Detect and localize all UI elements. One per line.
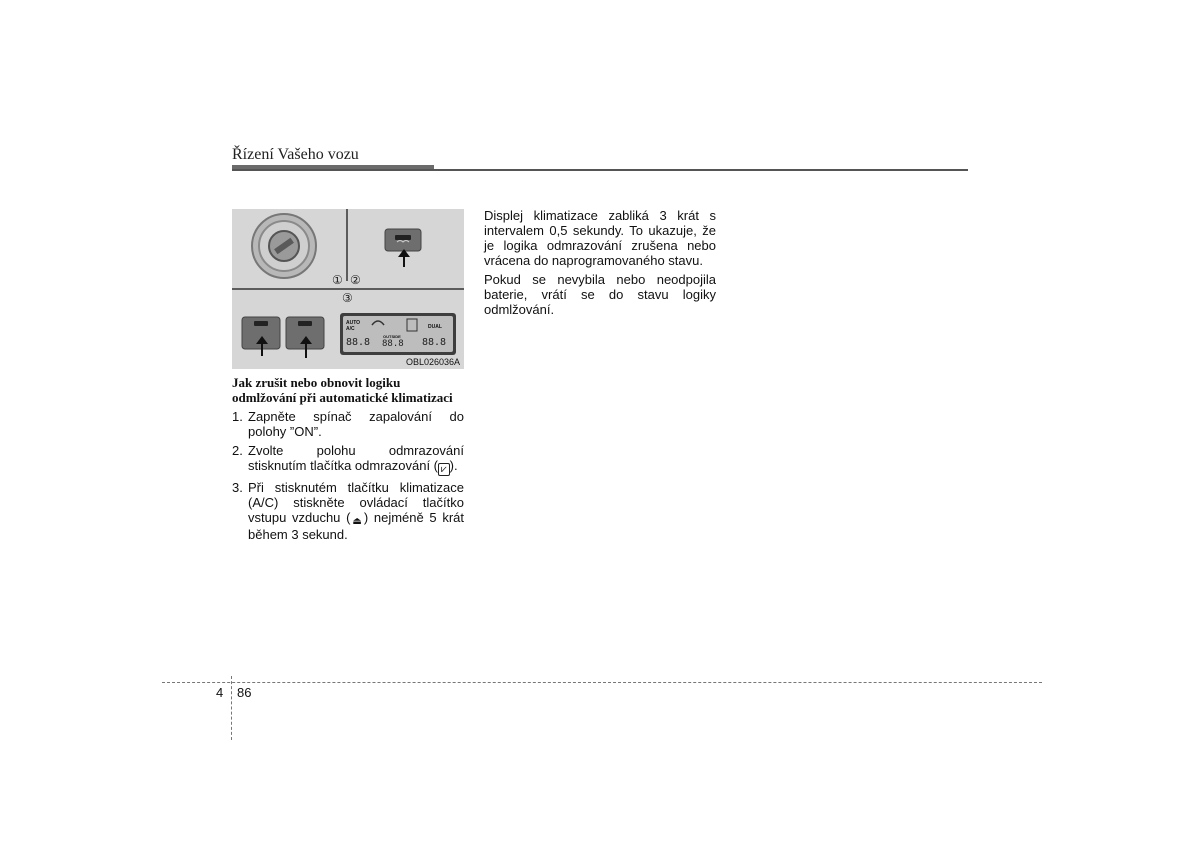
chapter-number: 4 <box>216 685 224 700</box>
display-outside-label: OUTSIDE <box>383 334 401 339</box>
ignition-switch-icon <box>252 214 316 278</box>
ac-button-icon <box>242 317 280 356</box>
step-text-before: Zvolte polohu odmrazování stisknutím tlačítka odmrazování ( <box>248 443 464 473</box>
step-text-after: ). <box>449 458 458 473</box>
step-text <box>248 480 464 542</box>
footer-rule <box>162 682 1042 683</box>
figure-caption: OBL026036A <box>405 357 460 367</box>
footer-divider <box>231 676 232 740</box>
left-column <box>232 375 464 546</box>
display-digits-mid: 88.8 <box>382 339 404 349</box>
marker-3: ③ <box>342 291 353 305</box>
page-header-title: Řízení Vašeho vozu <box>232 146 359 163</box>
display-dual-label: DUAL <box>428 324 442 330</box>
step-item <box>232 409 464 439</box>
display-digits-left: 88.8 <box>346 337 371 348</box>
marker-1: ① <box>332 273 343 287</box>
display-auto-label: AUTO <box>346 320 361 326</box>
step-text-after: ) nejméně 5 krát během 3 sekund. <box>248 510 464 542</box>
display-digits-right: 88.8 <box>422 337 447 348</box>
step-text-before: Při stisknutém tlačítku klimatizace (A/C) stiskněte ovládací tlačítko vstupu vzduchu ( <box>248 480 464 525</box>
display-ac-label: A/C <box>346 326 355 332</box>
step-item <box>232 443 464 476</box>
step-number: 2. <box>232 443 243 458</box>
step-text: Zapněte spínač zapalování do polohy ”ON”. <box>248 409 464 439</box>
paragraph: Displej klimatizace zabliká 3 krát s intervalem 0,5 sekundy. To ukazuje, že je logika odmrazování zrušena nebo vrácena do naprogramovaného stavu. <box>484 208 716 268</box>
right-column <box>484 208 716 321</box>
step-text <box>248 443 464 476</box>
marker-2: ② <box>350 273 361 287</box>
section-heading: Jak zrušit nebo obnovit logiku odmlžování při automatické klimatizaci <box>232 375 453 405</box>
header-rule <box>232 169 968 171</box>
paragraph: Pokud se nevybila nebo neodpojila baterie, vrátí se do stavu logiky odmlžování. <box>484 272 716 317</box>
defrost-icon: ⩗ <box>438 463 450 476</box>
page-number: 86 <box>237 685 252 700</box>
climate-control-figure <box>232 209 464 369</box>
step-number: 3. <box>232 480 243 495</box>
air-intake-button-icon <box>286 317 324 358</box>
defrost-button-icon <box>385 229 421 267</box>
air-intake-icon: ⏏ <box>352 516 362 527</box>
step-item <box>232 480 464 542</box>
step-number: 1. <box>232 409 243 424</box>
